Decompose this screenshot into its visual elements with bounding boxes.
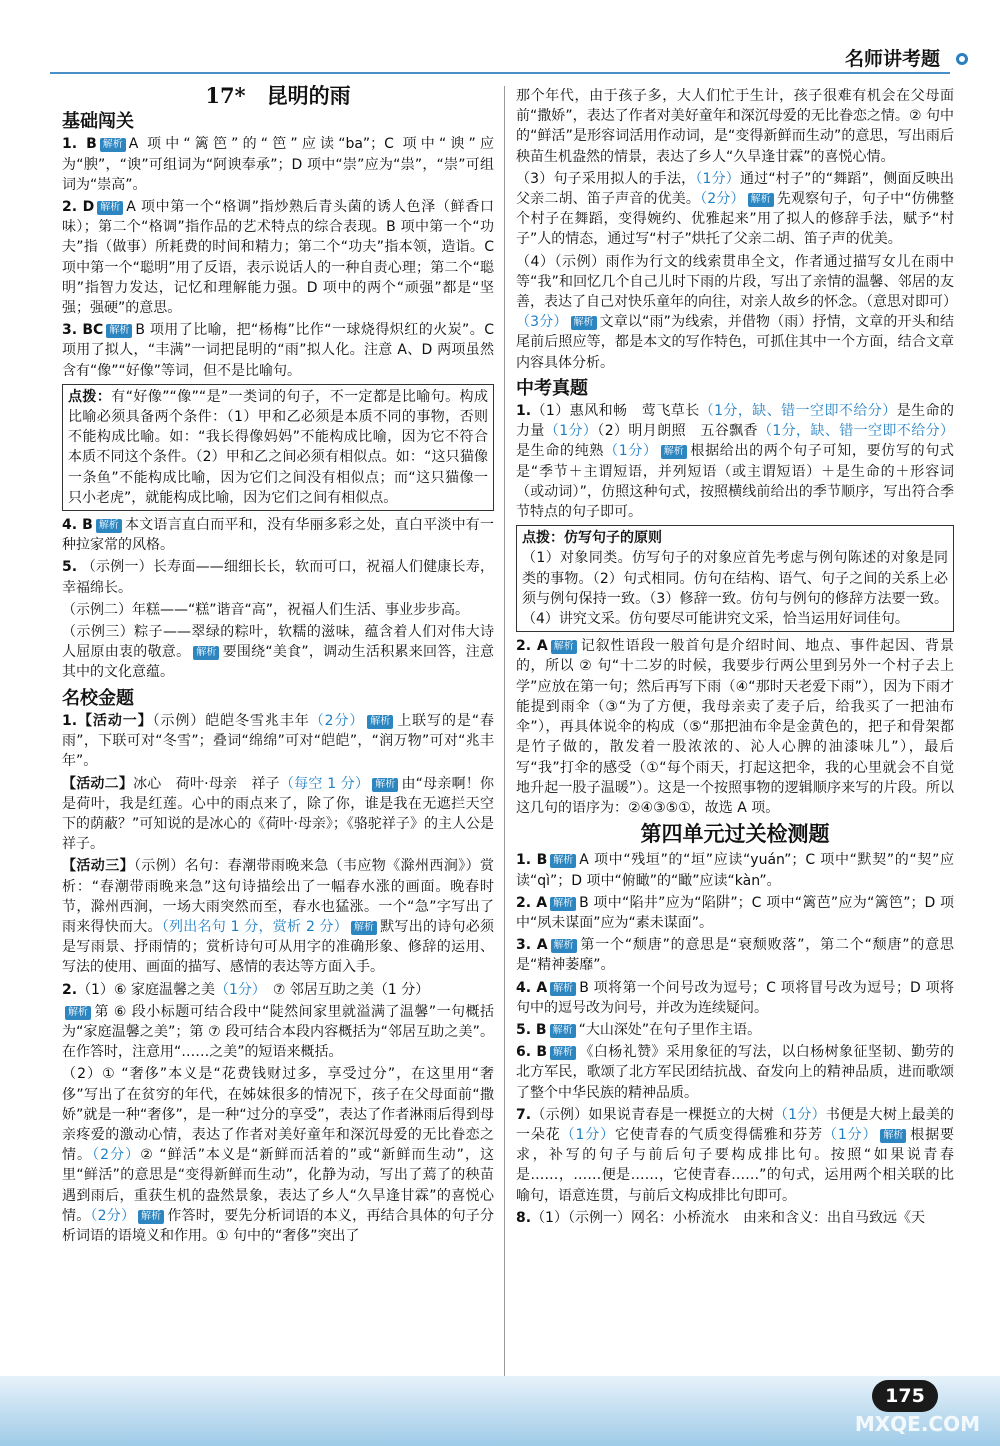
- analysis-tag: 解析: [351, 921, 377, 935]
- page-number: 175: [872, 1380, 938, 1412]
- tip-box: 点拨：仿写句子的原则 （1）对象同类。仿写句子的对象应首先考虑与例句陈述的对象是同类的事物。（2）句式相同。仿句在结构、语气、句子之间的关系上必须与例句保持一致。（3）修辞一致。仿句与例句的修辞方法要一致。（4）讲究文采。仿句要尽可能讲究文采，恰当运用好词佳句。: [516, 525, 954, 632]
- answer-item: 6. B 解析 《白杨礼赞》采用象征的写法，以白杨树象征坚韧、勤劳的北方军民，歌颂了北方军民团结抗战、奋发向上的精神品质，进而歌颂了整个中华民族的精神品质。: [516, 1044, 954, 1101]
- answer-item: 1.【活动一】（示例）皑皑冬雪兆丰年（2分） 解析 上联写的是“春雨”，下联可对“冬雪”；叠词“绵绵”可对“皑皑”，“润万物”可对“兆丰年”。: [62, 712, 494, 770]
- answer-item: 7.（示例）如果说青春是一棵挺立的大树（1分）书便是大树上最美的一朵花（1分）它使青春的气质变得儒雅和芬芳（1分） 解析 根据要求，补写的句子与前后句子要构成排比句。按照“如果说青春是……，……便是……，它使青春……”的句式，运用两个相关联的比喻句，语意连贯，与前后文构成排比句即可。: [516, 1106, 954, 1204]
- footer-band: [0, 1376, 1000, 1446]
- brand-title: 名师讲考题: [844, 48, 940, 70]
- analysis-tag: 解析: [372, 778, 398, 792]
- analysis-tag: 解析: [550, 1046, 576, 1060]
- answer-item: 1. B 解析 A 项中“篱笆”的“笆”应读“ba”；C 项中“谀”应为“腴”，“谀”可组词为“阿谀奉承”；D 项中“崇”应为“祟”，“崇”可组词为“崇高”。: [62, 136, 494, 193]
- tip-box: 点拨：有“好像”“像”“是”一类词的句子，不一定都是比喻句。构成比喻必须具备两个条件：（1）甲和乙必须是本质不同的事物，否则不能构成比喻。如：“我长得像妈妈”不能构成比喻，因为它不符合本质不同这个条件。（2）甲和乙之间必须有相似点。如：“这只猫像一条鱼”不能构成比喻，因为它们之间没有相似点；而“这只猫像一只小老虎”，就能构成比喻，因为它们之间有相似点。: [62, 384, 494, 511]
- answer-item: 4. B 解析 本文语言直白而平和，没有华丽多彩之处，直白平淡中有一种拉家常的风格。: [62, 517, 495, 554]
- answer-item: 【活动三】（示例）名句：春潮带雨晚来急（韦应物《滁州西涧》）赏析：“春潮带雨晚来急”这句诗描绘出了一幅春水涨的画面。晚春时节，滁州西涧，一场大雨突然而至，春水也猛涨。一个“急”字写出了雨来得快而大。（列出名句 1 分，赏析 2 分） 解析 默写出的诗句必须是写雨景、抒雨情的；赏析诗句可从用字的准确形象、修辞的运用、写法的使用、画面的描写、感情的表达等方面入手。: [62, 858, 495, 976]
- answer-item: 解析 第 ⑥ 段小标题可结合段中“陡然间家里就溢满了温馨”一句概括为“家庭温馨之美”；第 ⑦ 段可结合本段内容概括为“邻居互助之美”。在作答时，注意用“……之美”的短语来概括。: [62, 1003, 494, 1061]
- answer-item: 3. BC 解析 B 项用了比喻，把“杨梅”比作“一球烧得炽红的火炭”。C 项用了拟人，“丰满”一词把昆明的“雨”拟人化。注意 A、D 两项虽然含有“像”“好像”等词，但不是比喻句。: [62, 322, 494, 379]
- analysis-tag: 解析: [96, 519, 122, 533]
- analysis-tag: 解析: [100, 138, 126, 152]
- analysis-tag: 解析: [97, 201, 123, 215]
- section-heading-basic: 基础闯关: [62, 111, 134, 133]
- answer-item: （3）句子采用拟人的手法，（1分）通过“村子”的“舞蹈”，侧面反映出父亲二胡、笛子声音的优美。（2分） 解析 先观察句子，句子中“仿佛整个村子在舞蹈，变得婉约、优雅起来”用了拟人的修辞手法，赋予“村子”人的情态，通过写“村子”烘托了父亲二胡、笛子声的优美。: [516, 170, 954, 248]
- answer-item: 5. B 解析 “大山深处”在句子里作主语。: [516, 1021, 762, 1038]
- analysis-tag: 解析: [748, 193, 774, 207]
- analysis-tag: 解析: [551, 640, 577, 654]
- right-column: [516, 86, 957, 1230]
- analysis-tag: 解析: [106, 324, 132, 338]
- answer-item: （示例三）粽子——翠绿的粽叶，软糯的滋味，蕴含着人们对伟大诗人屈原由衷的敬意。 解析 要围绕“美食”，调动生活积累来回答，注意其中的文化意蕴。: [62, 624, 494, 681]
- section-heading-school: 名校金题: [62, 687, 134, 709]
- answer-item: 2. A 解析 记叙性语段一般首句是介绍时间、地点、事件起因、背景的，所以 ② 句“十二岁的时候，我要步行两公里到另外一个村子去上学”应放在第一句；然后再写下雨（④“那时天老爱下雨”），因为下雨才能提到雨伞（③“为了方便，我母亲卖了麦子后，给我买了一把油布伞”），再具体说伞的构成（⑤“那把油布伞是金黄色的，把子和骨架都是竹子做的，散发着一股浓浓的、沁人心脾的油漆味儿”），最后写“我”打伞的感受（①“每个雨天，打起这把伞，我的心里就会不自觉地升起一股子温暖”）。这是一个按照事物的逻辑顺序来写的片段。所以这几句的语序为：②④③⑤①，故选 A 项。: [516, 638, 954, 816]
- analysis-tag: 解析: [550, 854, 576, 868]
- analysis-tag: 解析: [550, 897, 576, 911]
- analysis-tag: 解析: [367, 715, 393, 729]
- answer-item: （2）① “奢侈”本义是“花费钱财过多，享受过分”，在这里用“奢侈”写出了在贫穷的年代，在姊妹很多的情况下，孩子在父母面前“撒娇”就是一种“奢侈”，是一种“过分的享受”，表达了作者淋雨后得到母亲疼爱的激动心情，表达了作者对美好童年和深沉母爱的无比眷恋之情。（2分）② “鲜活”本义是“新鲜而活着的”或“新鲜而生动”，这里“鲜活”的意思是“变得新鲜而生动”，化静为动，写出了蔫了的秧苗遇到雨后，重获生机的盎然景象，表达了乡人“久旱逢甘霖”的喜悦心情。（2分） 解析 作答时，要先分析词语的本义，再结合具体的句子分析词语的语境义和作用。① 句中的“奢侈”突出了: [62, 1066, 494, 1244]
- analysis-tag: 解析: [550, 1024, 576, 1038]
- analysis-tag: 解析: [193, 646, 219, 660]
- answer-item: 4. A 解析 B 项将第一个问号改为逗号；C 项将冒号改为逗号；D 项将句中的逗号改为问号，并改为连续疑问。: [516, 979, 954, 1016]
- analysis-tag: 解析: [661, 445, 687, 459]
- header-rule: [50, 72, 950, 74]
- analysis-tag: 解析: [138, 1210, 164, 1224]
- answer-item: 3. A 解析 第一个“颓唐”的意思是“衰颓败落”，第二个“颓唐”的意思是“精神萎靡”。: [516, 937, 954, 974]
- watermark: MXQE.COM: [854, 1412, 980, 1436]
- circle-icon: [956, 53, 968, 65]
- section-heading-exam: 中考真题: [516, 377, 588, 399]
- answer-item: 8.（1）（示例一）网名：小桥流水 由来和含义：出自马致远《天: [516, 1209, 925, 1226]
- answer-item: 2. D 解析 A 项中第一个“格调”指炒熟后青头菌的诱人色泽（鲜香口味）；第二个“格调”指作品的艺术特点的综合表现。B 项中第一个“功夫”指（做事）所耗费的时间和精力；第二个“功夫”指本领，造诣。C 项中第一个“聪明”用了反语，表示说话人的一种自责心理；第二个“聪明”指智力发达，记忆和理解能力强。D 项中的两个“顽强”都是“坚强；强硬”的意思。: [62, 199, 494, 317]
- answer-item: 那个年代，由于孩子多，大人们忙于生计，孩子很难有机会在父母面前“撒娇”，表达了作者对美好童年和深沉母爱的无比眷恋之情。② 句中的“鲜活”是形容词活用作动词，是“变得新鲜而生动”的意思，写出雨后秧苗生机盎然的情景，表达了乡人“久旱逢甘霖”的喜悦心情。: [516, 88, 954, 165]
- lesson-title: 17* 昆明的雨: [205, 83, 351, 108]
- left-column: [62, 83, 495, 1248]
- answer-item: 2.（1）⑥ 家庭温馨之美（1分） ⑦ 邻居互助之美（1 分）: [62, 981, 430, 998]
- unit-test-title: 第四单元过关检测题: [640, 821, 830, 847]
- answer-item: （4）（示例）雨作为行文的线索贯串全文，作者通过描写女儿在雨中等“我”和回忆几个自己儿时下雨的片段，写出了亲情的温馨、邻居的友善，表达了自己对快乐童年的向往，对亲人故乡的怀念。（意思对即可）（3分） 解析 文章以“雨”为线索，并借物（雨）抒情，文章的开头和结尾前后照应等，都是本文的写作特色，可抓住其中一个方面，结合文章内容具体分析。: [516, 253, 957, 371]
- analysis-tag: 解析: [65, 1006, 91, 1020]
- analysis-tag: 解析: [551, 939, 577, 953]
- analysis-tag: 解析: [571, 316, 597, 330]
- answer-item: （示例二）年糕——“糕”谐音“高”，祝福人们生活、事业步步高。: [62, 601, 470, 618]
- answer-item: 【活动二】冰心 荷叶·母亲 祥子（每空 1 分） 解析 由“母亲啊！你是荷叶，我是红莲。心中的雨点来了，除了你，谁是我在无遮拦天空下的荫蔽？”可知说的是冰心的《荷叶·母亲》；《骆驼祥子》的主人公是祥子。: [62, 775, 494, 853]
- answer-item: 5. （示例一）长寿面——细细长长，软而可口，祝福人们健康长寿，幸福绵长。: [62, 559, 495, 596]
- answer-item: 2. A 解析 B 项中“陷井”应为“陷阱”；C 项中“篱芭”应为“篱笆”；D 项中“夙未谋面”应为“素未谋面”。: [516, 894, 954, 931]
- answer-item: 1. B 解析 A 项中“残垣”的“垣”应读“yuán”；C 项中“默契”的“契”应读“qì”；D 项中“俯瞰”的“瞰”应读“kàn”。: [516, 852, 954, 889]
- analysis-tag: 解析: [880, 1129, 906, 1143]
- column-divider: [504, 86, 505, 1376]
- answer-item: 1.（1）惠风和畅 莺飞草长（1分，缺、错一空即不给分）是生命的力量（1分）（2）明月朗照 五谷飘香（1分，缺、错一空即不给分）是生命的纯熟（1分） 解析 根据给出的两个句子可知，要仿写的句式是“季节＋主谓短语，并列短语（或主谓短语）＋是生命的＋形容词（或动词）”，仿照这种句式，按照横线前给出的季节顺序，写出符合季节特点的句子即可。: [516, 403, 954, 521]
- analysis-tag: 解析: [550, 982, 576, 996]
